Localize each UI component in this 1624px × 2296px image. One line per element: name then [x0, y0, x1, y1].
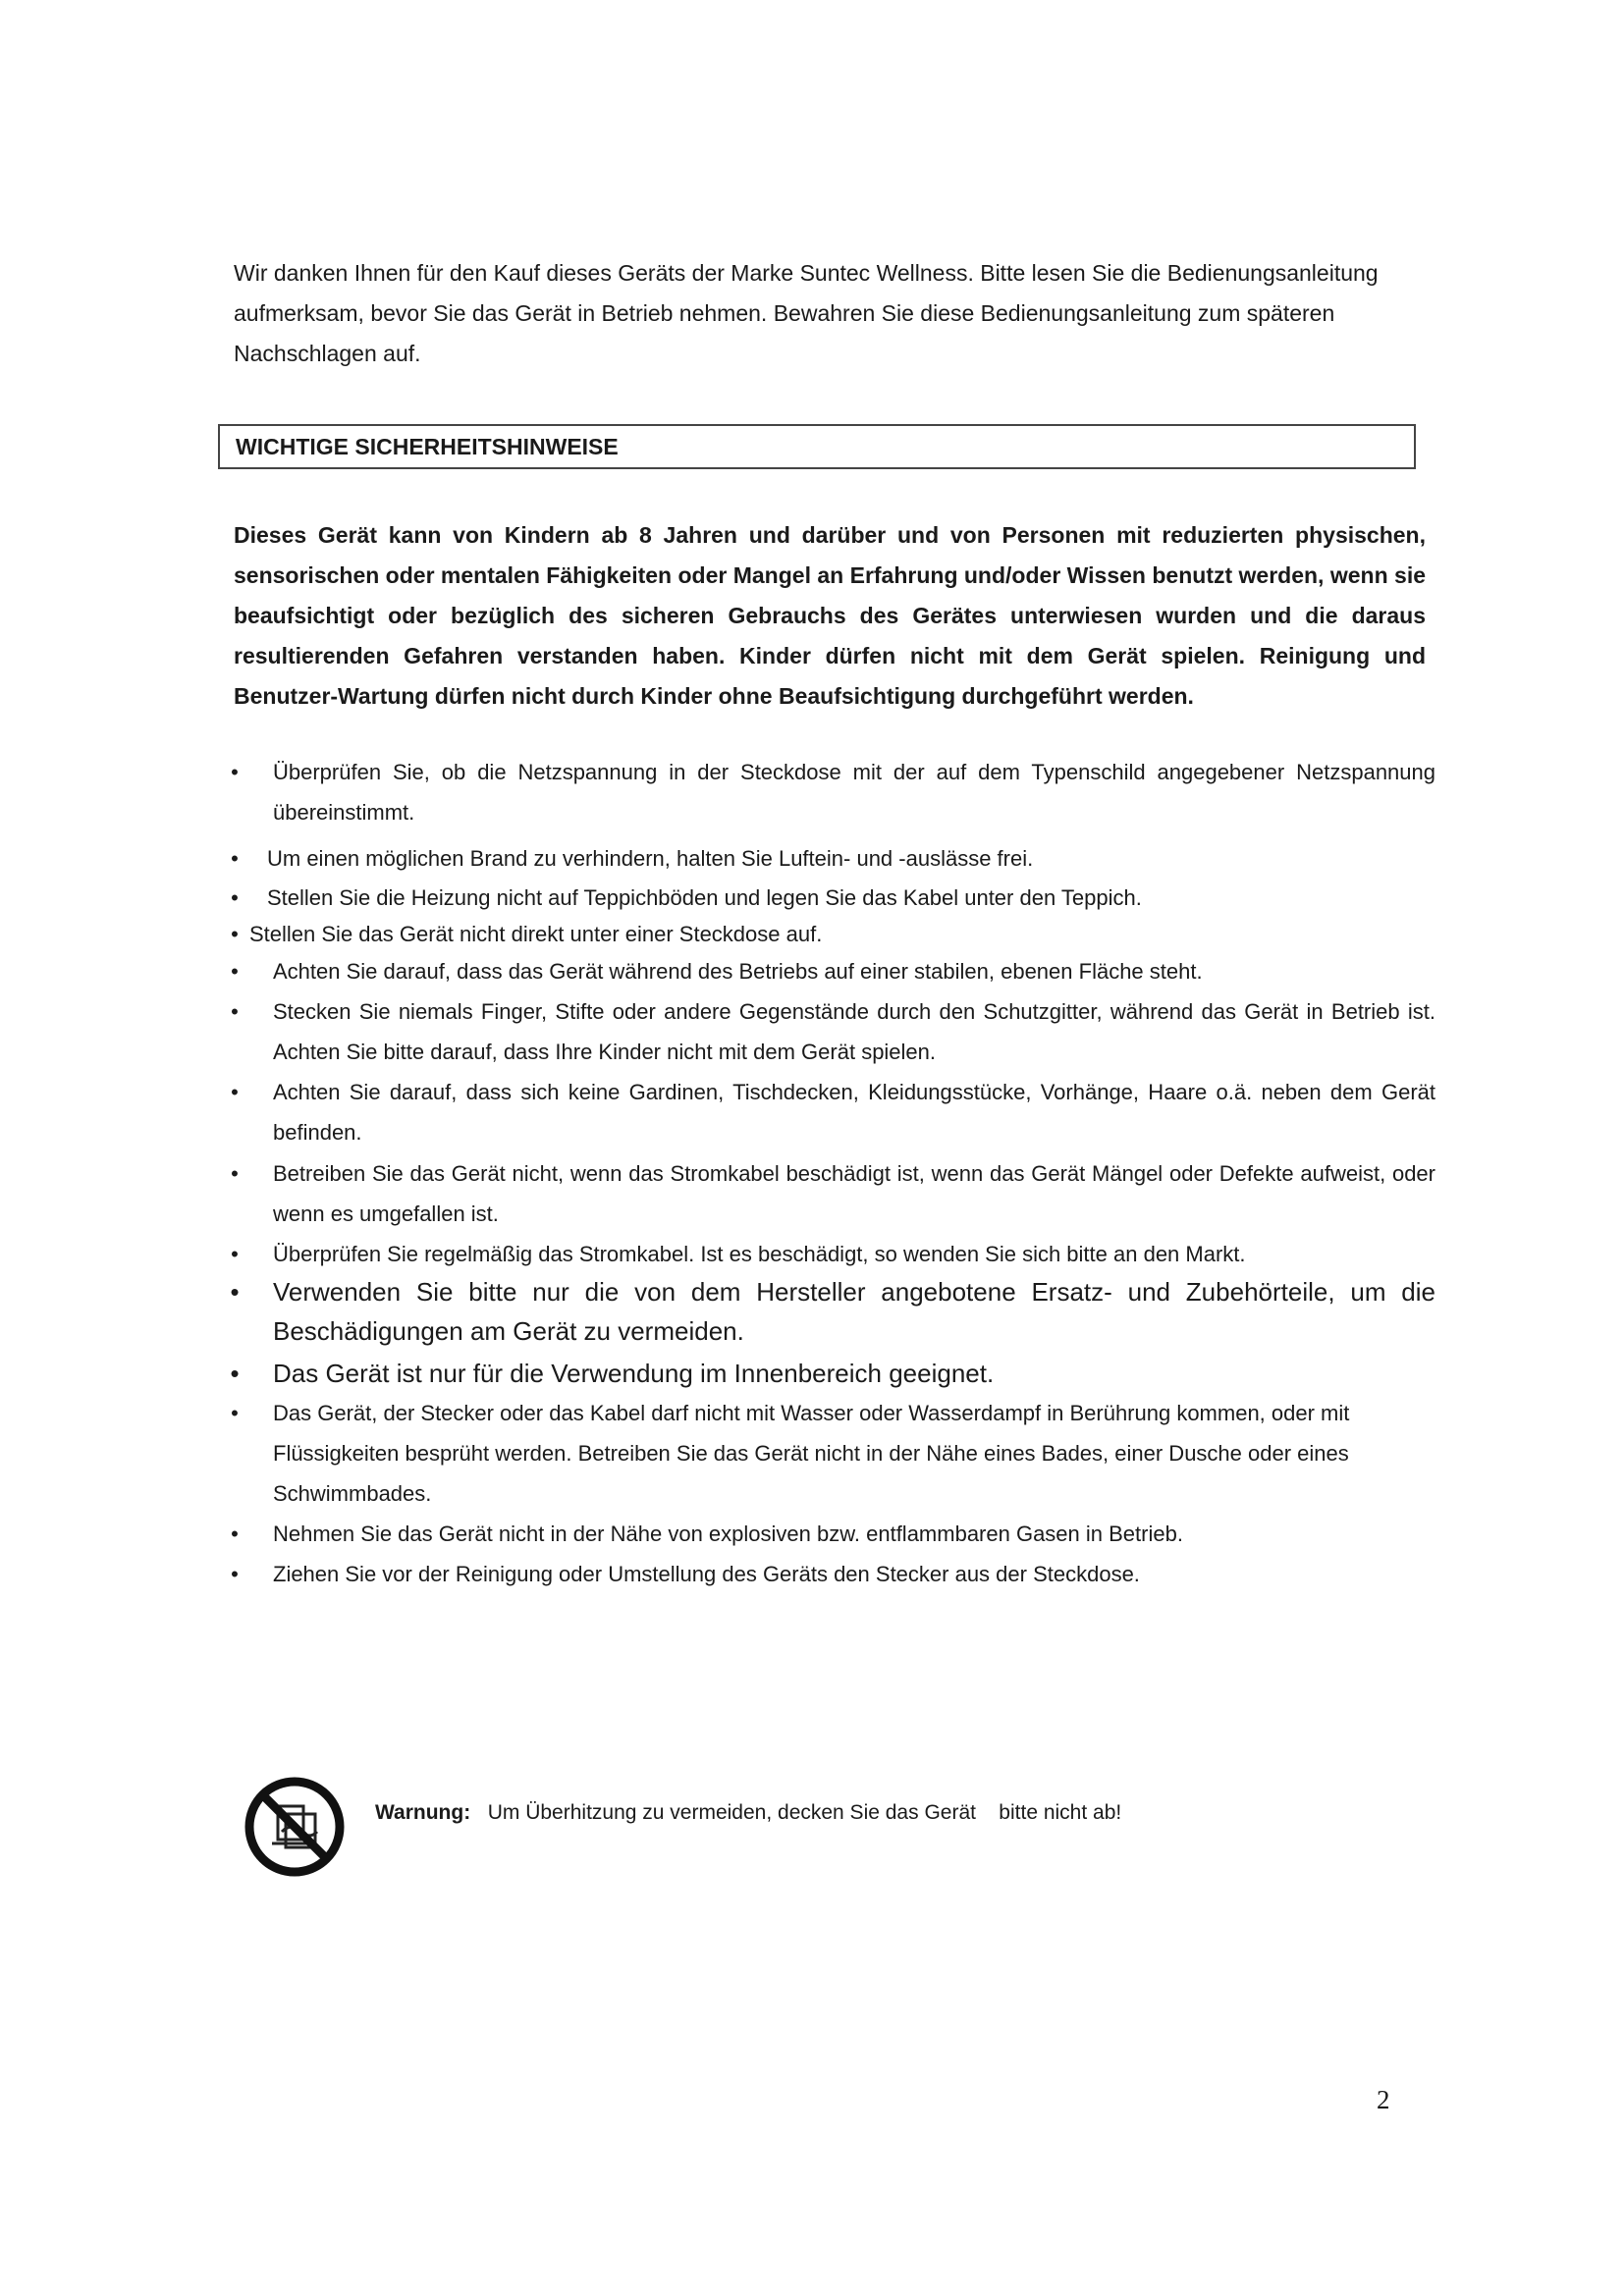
- bullet-dot: •: [230, 1277, 240, 1307]
- bullet-dot: •: [231, 760, 239, 784]
- bullet-dot: •: [231, 959, 239, 984]
- bullet-dot: •: [231, 1080, 239, 1104]
- do-not-cover-icon: [243, 1775, 347, 1879]
- list-item-text: Um einen möglichen Brand zu verhindern, halten Sie Luftein- und -auslässe frei.: [267, 846, 1034, 871]
- list-item-text: Stecken Sie niemals Finger, Stifte oder andere Gegenstände durch den Schutzgitter, während das Gerät in Betrieb ist. Achten Sie bitte darauf, dass Ihre Kinder nicht mit dem Gerät spielen.: [273, 999, 1435, 1064]
- bullet-dot: •: [231, 1242, 239, 1266]
- warning-label: Warnung:: [375, 1801, 471, 1824]
- list-item-text: Überprüfen Sie, ob die Netzspannung in der Steckdose mit der auf dem Typenschild angegebener Netzspannung übereinstimmt.: [273, 760, 1435, 825]
- list-item-text: Ziehen Sie vor der Reinigung oder Umstellung des Geräts den Stecker aus der Steckdose.: [273, 1562, 1140, 1586]
- page-number: 2: [1377, 2085, 1390, 2114]
- list-item-text: Stellen Sie die Heizung nicht auf Teppichböden und legen Sie das Kabel unter den Teppich.: [267, 885, 1142, 910]
- bullet-dot: •: [231, 999, 239, 1024]
- bullet-dot: •: [231, 1522, 239, 1546]
- list-item-text: Überprüfen Sie regelmäßig das Stromkabel. Ist es beschädigt, so wenden Sie sich bitte an den Markt.: [273, 1242, 1246, 1266]
- children-warning-paragraph: Dieses Gerät kann von Kindern ab 8 Jahren und darüber und von Personen mit reduzierten physischen, sensorischen oder mentalen Fähigkeiten oder Mangel an Erfahrung und/oder Wissen benutzt werden, wenn sie beaufsichtigt oder bezüglich des sicheren Gebrauchs des Gerätes unterwiesen wurden und die daraus resultierenden Gefahren verstanden haben. Kinder dürfen nicht mit dem Gerät spielen. Reinigung und Benutzer-Wartung dürfen nicht durch Kinder ohne Beaufsichtigung durchgeführt werden.: [234, 522, 1426, 709]
- list-item-text: Betreiben Sie das Gerät nicht, wenn das Stromkabel beschädigt ist, wenn das Gerät Mängel oder Defekte aufweist, oder wenn es umgefallen ist.: [273, 1161, 1435, 1226]
- bullet-dot: •: [230, 1359, 240, 1388]
- bullet-dot: •: [231, 922, 239, 946]
- list-item-text: Stellen Sie das Gerät nicht direkt unter einer Steckdose auf.: [249, 922, 823, 946]
- list-item-text: Nehmen Sie das Gerät nicht in der Nähe von explosiven bzw. entflammbaren Gasen in Betrieb.: [273, 1522, 1183, 1546]
- list-item-text: Das Gerät ist nur für die Verwendung im Innenbereich geeignet.: [273, 1359, 995, 1388]
- bullet-dot: •: [231, 885, 239, 910]
- intro-paragraph: Wir danken Ihnen für den Kauf dieses Geräts der Marke Suntec Wellness. Bitte lesen Sie die Bedienungsanleitung aufmerksam, bevor Sie das Gerät in Betrieb nehmen. Bewahren Sie diese Bedienungsanleitung zum späteren Nachschlagen auf.: [234, 260, 1379, 366]
- safety-heading: WICHTIGE SICHERHEITSHINWEISE: [218, 424, 1416, 469]
- bullet-dot: •: [231, 1401, 239, 1425]
- warning-text: Um Überhitzung zu vermeiden, decken Sie das Gerät bitte nicht ab!: [487, 1801, 1122, 1824]
- list-item-text: Verwenden Sie bitte nur die von dem Hersteller angebotene Ersatz- und Zubehörteile, um die Beschädigungen am Gerät zu vermeiden.: [273, 1277, 1435, 1346]
- list-item-text: Achten Sie darauf, dass das Gerät während des Betriebs auf einer stabilen, ebenen Fläche steht.: [273, 959, 1203, 984]
- list-item-text: Achten Sie darauf, dass sich keine Gardinen, Tischdecken, Kleidungsstücke, Vorhänge, Haare o.ä. neben dem Gerät befinden.: [273, 1080, 1435, 1145]
- bullet-dot: •: [231, 1562, 239, 1586]
- bullet-dot: •: [231, 846, 239, 871]
- warning-line: [375, 1798, 1121, 1828]
- bullet-dot: •: [231, 1161, 239, 1186]
- list-item-text: Das Gerät, der Stecker oder das Kabel darf nicht mit Wasser oder Wasserdampf in Berührung kommen, oder mit Flüssigkeiten besprüht werden. Betreiben Sie das Gerät nicht in der Nähe eines Bades, einer Dusche oder eines Schwimmbades.: [273, 1401, 1350, 1506]
